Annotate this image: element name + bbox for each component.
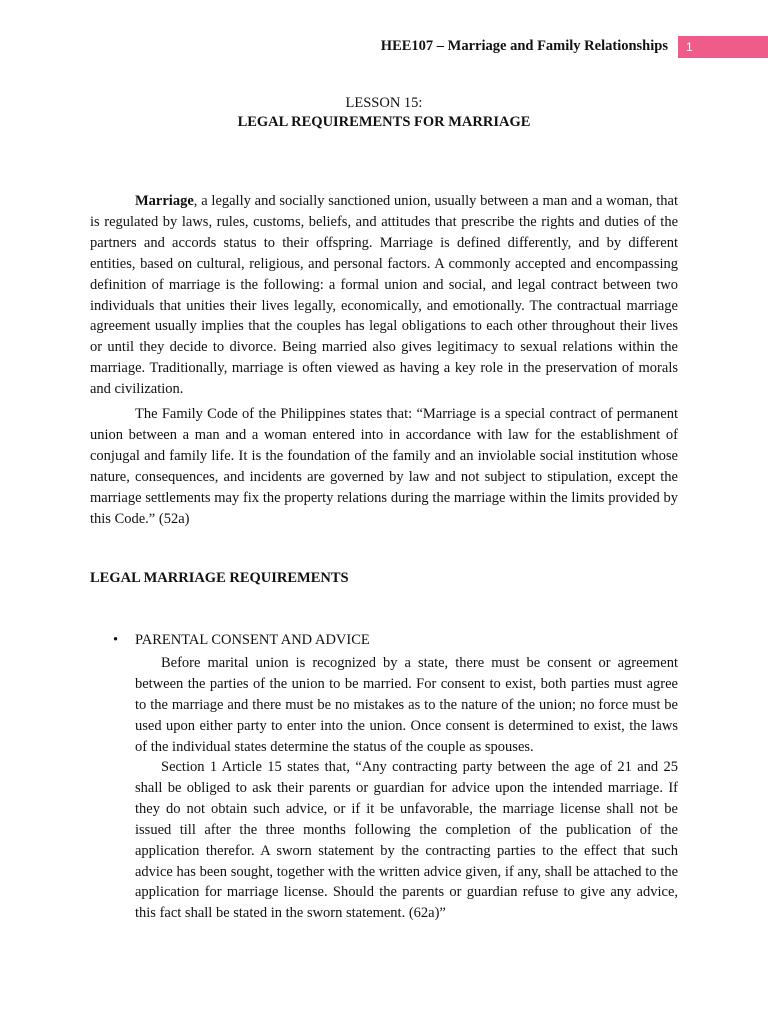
bullet-icon: • <box>113 632 119 648</box>
bullet-item-parental-consent <box>113 632 370 649</box>
course-title: HEE107 – Marriage and Family Relationships <box>380 38 668 54</box>
intro-paragraph-2: The Family Code of the Philippines states that: “Marriage is a special contract of permanent union between a man and a woman entered into in accordance with law for the establishment of conjugal and family life. It is the foundation of the family and an inviolable social institution whose nature, consequences, and incidents are governed by law and not subject to stipulation, except the marriage settlements may fix the property relations during the marriage within the limits provided by this Code.” (52a) <box>90 406 678 527</box>
bullet-item-title: PARENTAL CONSENT AND ADVICE <box>135 632 370 648</box>
page-number-badge: 1 <box>678 36 768 58</box>
intro-paragraph-1-text: , a legally and socially sanctioned union, usually between a man and a woman, that is regulated by laws, rules, customs, beliefs, and attitudes that prescribe the rights and duties of the partners and accords status to their offspring. Marriage is defined differently, and by different entities, based on cultural, religious, and personal factors. A commonly accepted and encompassing definition of marriage is the following: a formal union and social, and legal contract between two individuals that unities their lives legally, economically, and emotionally. The contractual marriage agreement usually implies that the couples has legal obligations to each other throughout their lives or until they decide to divorce. Being married also gives legitimacy to sexual relations within the marriage. Traditionally, marriage is often viewed as having a key role in the preservation of morals and civilization. <box>90 193 678 398</box>
consent-paragraph-1: Before marital union is recognized by a state, there must be consent or agreement between the parties of the union to be married. For consent to exist, both parties must agree to the marriage and there must be no mistakes as to the nature of the union; no force must be used upon either party to enter into the union. Once consent is determined to exist, the laws of the individual states determine the status of the couple as spouses. <box>135 655 678 755</box>
consent-paragraph-2: Section 1 Article 15 states that, “Any contracting party between the age of 21 and 25 shall be obliged to ask their parents or guardian for advice upon the intended marriage. If they do not obtain such advice, or if it be unfavorable, the marriage license shall not be issued till after the three months following the completion of the publication of the application therefor. A sworn statement by the contracting parties to the effect that such advice has been sought, together with the written advice given, if any, shall be attached to the application for marriage license. Should the parents or guardian refuse to give any advice, this fact shall be stated in the sworn statement. (62a)” <box>135 759 678 922</box>
marriage-term: Marriage <box>135 193 194 209</box>
lesson-title: LEGAL REQUIREMENTS FOR MARRIAGE <box>237 114 531 130</box>
section-heading: LEGAL MARRIAGE REQUIREMENTS <box>90 570 349 586</box>
intro-paragraph-1 <box>90 191 678 400</box>
lesson-number: LESSON 15: <box>345 95 423 111</box>
page-header <box>0 36 768 60</box>
